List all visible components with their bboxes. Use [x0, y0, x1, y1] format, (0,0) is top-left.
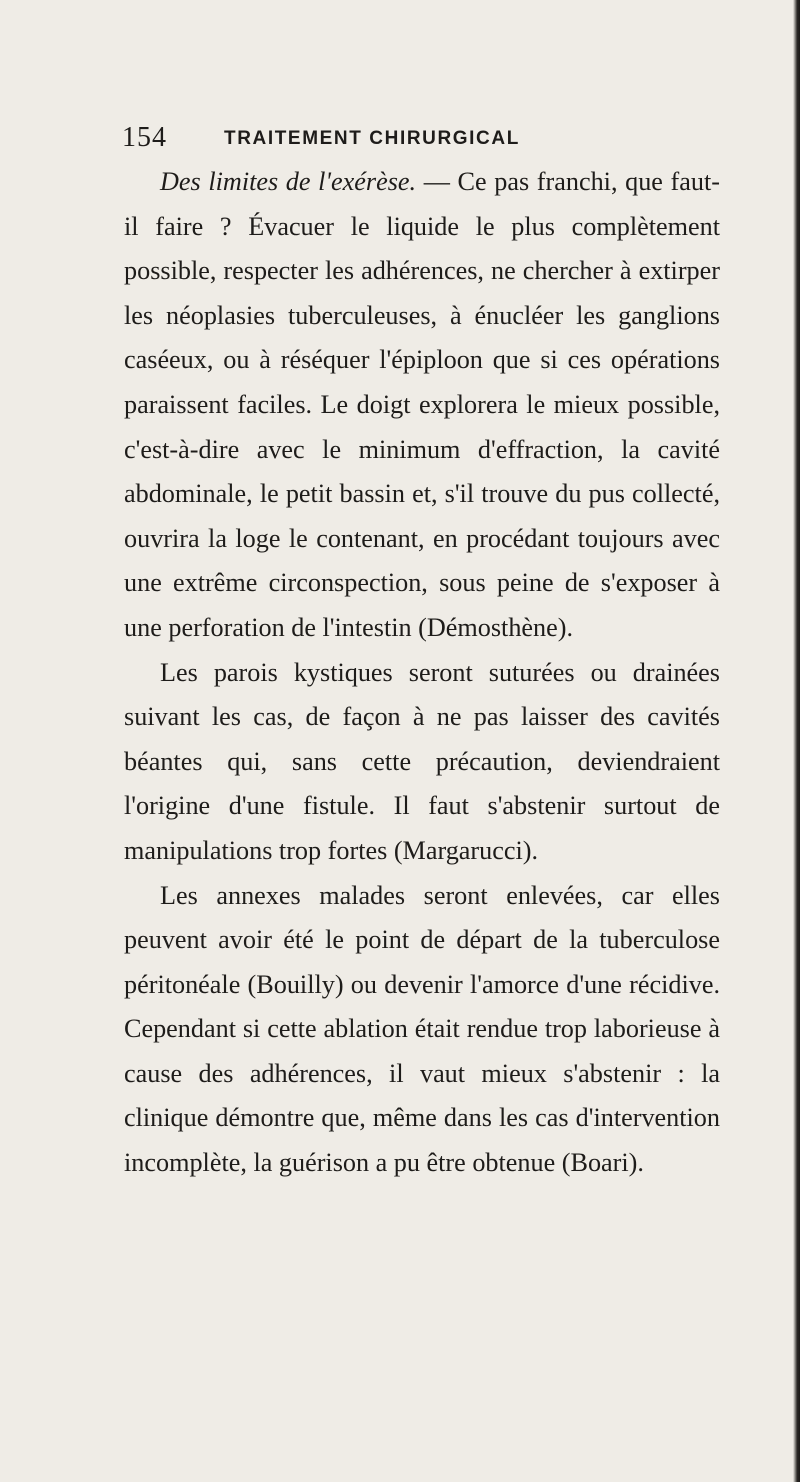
paragraph-text: — Ce pas franchi, que faut-il faire ? Évacuer le liquide le plus complètement possible, respecter les adhérences, ne chercher à extirper les néoplasies tuberculeuses, à énucléer les ganglions caséeux, ou à réséquer l'épiploon que si ces opérations paraissent faciles. Le doigt explorera le mieux possible, c'est-à-dire avec le minimum d'effraction, la cavité abdominale, le petit bassin et, s'il trouve du pus collecté, ouvrira la loge le contenant, en procédant toujours avec une extrême circonspection, sous peine de s'exposer à une perforation de l'intestin (Démosthène).: [124, 167, 720, 642]
paragraph-annexes: Les annexes malades seront enlevées, car elles peuvent avoir été le point de départ de la tuberculose péritonéale (Bouilly) ou devenir l'amorce d'une récidive. Cependant si cette ablation était rendue trop laborieuse à cause des adhérences, il vaut mieux s'abstenir : la clinique démontre que, même dans les cas d'intervention incomplète, la guérison a pu être obtenue (Boari).: [124, 880, 720, 1178]
paragraph-exerese-limits: [124, 160, 720, 651]
page-number: 154: [122, 122, 167, 153]
page-edge-shadow: [793, 0, 800, 1482]
paragraph-kystic-walls: Les parois kystiques seront suturées ou drainées suivant les cas, de façon à ne pas laisser des cavités béantes qui, sans cette précaution, deviendraient l'origine d'une fistule. Il faut s'abstenir surtout de manipulations trop fortes (Margarucci).: [124, 657, 720, 865]
section-title: Des limites de l'exérèse.: [160, 167, 417, 196]
running-head: TRAITEMENT CHIRURGICAL: [224, 128, 520, 149]
page-header: [0, 122, 800, 162]
body-text: [124, 160, 720, 1186]
